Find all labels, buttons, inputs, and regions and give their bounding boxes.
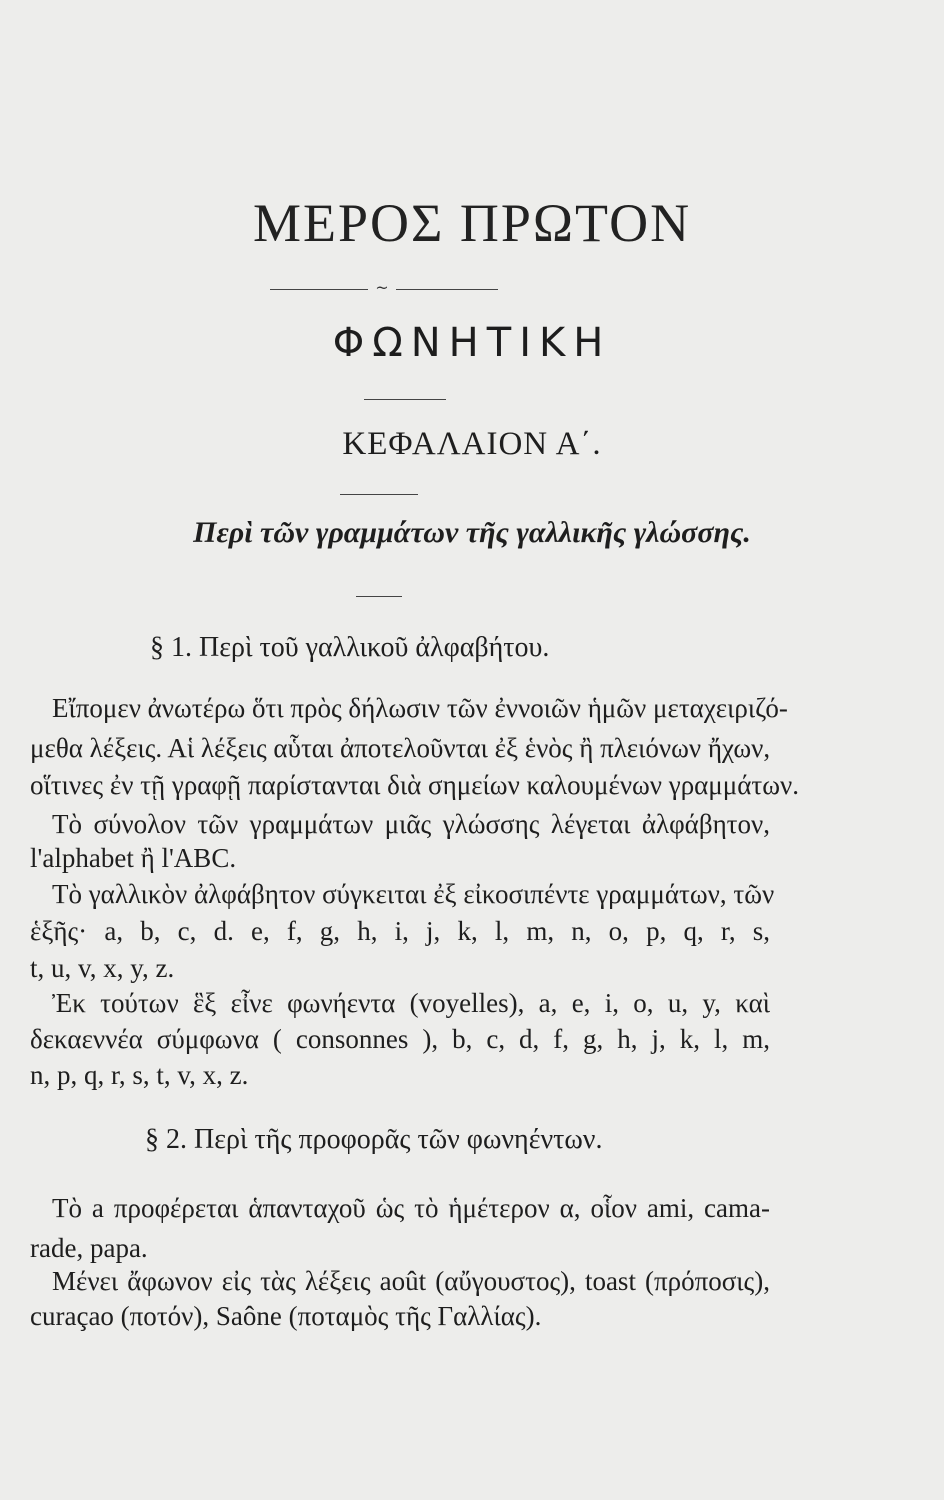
text-line: l'alphabet ἢ l'ABC.: [30, 843, 237, 873]
text-line: μεθα λέξεις. Αἱ λέξεις αὗται ἀποτελοῦνται ἐξ ἑνὸς ἢ πλειόνων ἤχων,: [30, 733, 771, 763]
part-title: ΜΕΡΟΣ ΠΡΩΤΟΝ: [252, 193, 692, 253]
text-line: rade, papa.: [30, 1233, 148, 1263]
text-line: n, p, q, r, s, t, v, x, z.: [30, 1060, 249, 1090]
text-line: ἑξῆς· a, b, c, d. e, f, g, h, i, j, k, l, m, n, o, p, q, r, s,: [30, 916, 770, 946]
section-title: ΦΩΝΗΤΙΚΗ: [332, 320, 612, 366]
text-line: curaçao (ποτόν), Saône (ποταμὸς τῆς Γαλλίας).: [30, 1301, 542, 1331]
text-line: δεκαεννέα σύμφωνα ( consonnes ), b, c, d, f, g, h, j, k, l, m,: [30, 1024, 770, 1054]
text-line: Τὸ γαλλικὸν ἀλφάβητον σύγκειται ἐξ εἰκοσιπέντε γραμμάτων, τῶν: [52, 879, 775, 909]
divider-rule: [364, 399, 446, 400]
chapter-subtitle: Περὶ τῶν γραμμάτων τῆς γαλλικῆς γλώσσης.: [193, 516, 751, 549]
text-line: Τὸ a προφέρεται ἁπανταχοῦ ὡς τὸ ἡμέτερον α, οἷον ami, cama-: [52, 1193, 770, 1223]
divider-rule-right: [396, 289, 498, 290]
text-line: Ἐκ τούτων ἓξ εἶνε φωνήεντα (voyelles), a, e, i, o, u, y, καὶ: [52, 988, 770, 1018]
text-line: Τὸ σύνολον τῶν γραμμάτων μιᾶς γλώσσης λέγεται ἀλφάβητον,: [52, 809, 770, 839]
divider-rule: [356, 596, 402, 597]
divider-rule-left: [270, 289, 368, 290]
divider-rule: [340, 494, 418, 495]
paragraph-heading: § 1. Περὶ τοῦ γαλλικοῦ ἀλφαβήτου.: [150, 632, 550, 663]
text-line: t, u, v, x, y, z.: [30, 953, 175, 983]
text-line: Εἴπομεν ἀνωτέρω ὅτι πρὸς δήλωσιν τῶν ἐννοιῶν ἡμῶν μεταχειριζό-: [52, 693, 788, 723]
text-line: Μένει ἄφωνον εἰς τὰς λέξεις août (αὔγουστος), toast (πρόποσις),: [52, 1266, 770, 1296]
text-line: οἵτινες ἐν τῇ γραφῇ παρίστανται διὰ σημείων καλουμένων γραμμάτων.: [30, 770, 799, 800]
ornament-icon: ~: [375, 278, 389, 297]
chapter-label: ΚΕΦΑΛΑΙΟΝ Α΄.: [342, 426, 602, 462]
paragraph-heading: § 2. Περὶ τῆς προφορᾶς τῶν φωνηέντων.: [145, 1124, 603, 1155]
